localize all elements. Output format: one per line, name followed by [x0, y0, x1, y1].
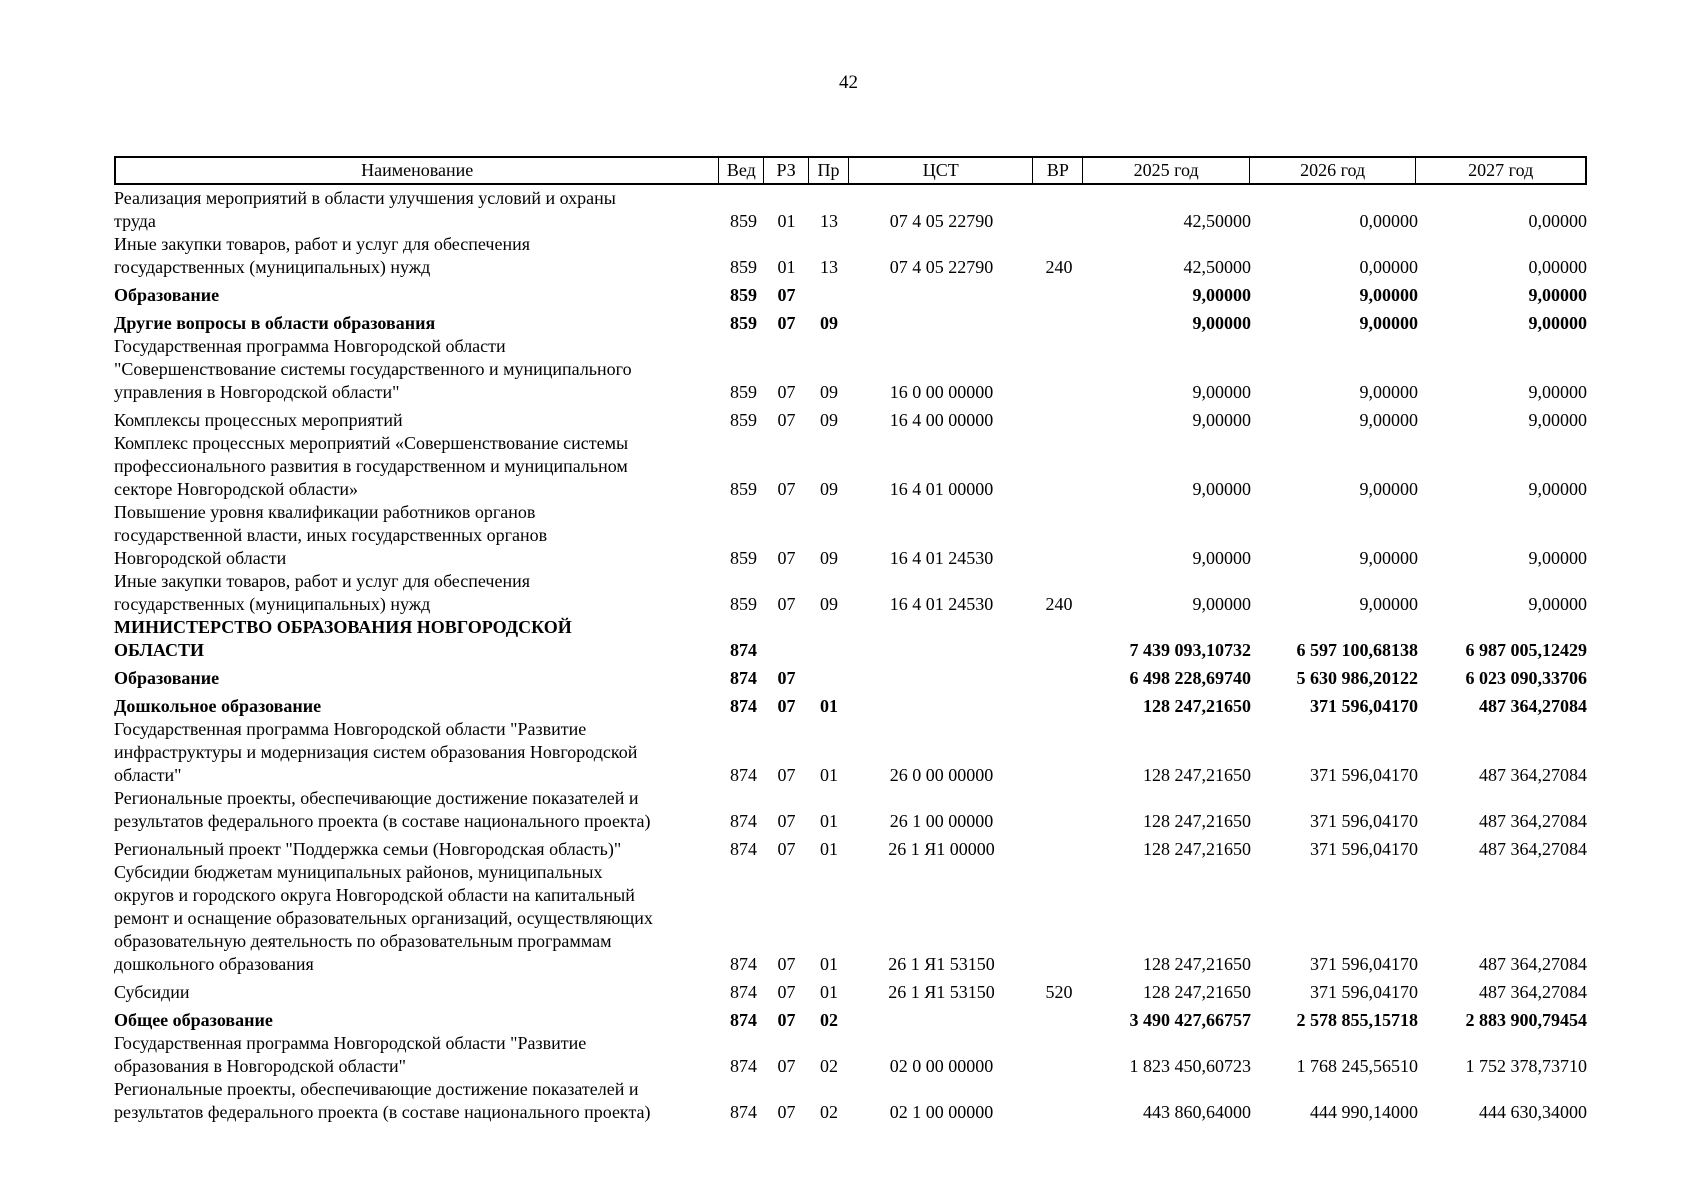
row-2027: 9,00000 [1528, 479, 1587, 499]
row-name [114, 981, 719, 1004]
row-2027: 9,00000 [1528, 594, 1587, 614]
row-rz: 07 [777, 1102, 796, 1122]
row-pr: 01 [820, 839, 838, 859]
row-name-line: инфраструктуры и модернизация систем образования Новгородской [114, 742, 638, 762]
header-name: Наименование [116, 158, 719, 183]
row-2027: 9,00000 [1528, 382, 1587, 402]
row-name [114, 667, 719, 690]
row-2026: 1 768 245,56510 [1296, 1056, 1418, 1076]
row-rz: 07 [777, 811, 796, 831]
row-2027: 6 987 005,12429 [1465, 640, 1587, 660]
row-rz: 07 [777, 696, 796, 716]
row-2026: 371 596,04170 [1310, 811, 1418, 831]
row-rz: 07 [777, 982, 796, 1002]
table-row [114, 838, 1587, 861]
row-name-line: Государственная программа Новгородской области [114, 336, 506, 356]
table-row [114, 284, 1587, 307]
table-row [114, 187, 1587, 233]
row-cst: 02 0 00 00000 [889, 1056, 994, 1076]
row-name [114, 187, 719, 233]
row-name [114, 570, 719, 616]
row-2026: 371 596,04170 [1310, 954, 1418, 974]
row-name-line: Дошкольное образование [114, 696, 322, 716]
header-rz: РЗ [764, 158, 809, 183]
table-row [114, 409, 1587, 432]
row-2026: 5 630 986,20122 [1296, 668, 1418, 688]
row-name-line: Региональные проекты, обеспечивающие достижение показателей и [114, 788, 639, 808]
row-name-line: Новгородской области [114, 548, 287, 568]
row-name-line: дошкольного образования [114, 954, 314, 974]
row-pr: 01 [820, 696, 838, 716]
row-2027: 487 364,27084 [1479, 696, 1587, 716]
row-2025: 7 439 093,10732 [1129, 640, 1251, 660]
row-name-line: Общее образование [114, 1010, 273, 1030]
row-2025: 9,00000 [1192, 479, 1251, 499]
row-pr: 01 [820, 954, 838, 974]
row-pr: 02 [820, 1010, 838, 1030]
row-pr: 02 [820, 1056, 838, 1076]
table-row [114, 787, 1587, 833]
row-ved: 874 [730, 1056, 757, 1076]
row-2026: 0,00000 [1359, 211, 1418, 231]
row-2025: 9,00000 [1192, 382, 1251, 402]
row-2025: 42,50000 [1183, 211, 1251, 231]
row-name [114, 861, 719, 976]
row-name-line: образования в Новгородской области" [114, 1056, 406, 1076]
row-ved: 859 [730, 313, 757, 333]
row-2026: 371 596,04170 [1310, 982, 1418, 1002]
row-name-line: Региональные проекты, обеспечивающие достижение показателей и [114, 1079, 639, 1099]
row-2025: 128 247,21650 [1143, 982, 1251, 1002]
row-ved: 874 [730, 765, 757, 785]
row-rz: 01 [777, 211, 796, 231]
row-2026: 371 596,04170 [1310, 696, 1418, 716]
row-name [114, 233, 719, 279]
row-ved: 874 [730, 640, 757, 660]
row-2026: 9,00000 [1359, 285, 1418, 305]
row-2027: 9,00000 [1528, 313, 1587, 333]
row-name-line: Образование [114, 668, 220, 688]
row-2027: 9,00000 [1528, 548, 1587, 568]
row-name-line: Другие вопросы в области образования [114, 313, 436, 333]
row-2027: 0,00000 [1528, 257, 1587, 277]
row-2025: 9,00000 [1192, 410, 1251, 430]
row-name [114, 284, 719, 307]
row-cst: 02 1 00 00000 [889, 1102, 994, 1122]
row-ved: 859 [730, 548, 757, 568]
row-2025: 128 247,21650 [1143, 765, 1251, 785]
row-name-line: образовательную деятельность по образовательным программам [114, 931, 612, 951]
row-name-line: Комплекс процессных мероприятий «Совершенствование системы [114, 433, 629, 453]
row-2026: 9,00000 [1359, 313, 1418, 333]
row-2026: 9,00000 [1359, 382, 1418, 402]
row-cst: 26 0 00 00000 [889, 765, 994, 785]
row-2027: 1 752 378,73710 [1465, 1056, 1587, 1076]
row-name-line: Государственная программа Новгородской области "Развитие [114, 1033, 587, 1053]
row-name-line: Государственная программа Новгородской области "Развитие [114, 719, 587, 739]
row-2026: 0,00000 [1359, 257, 1418, 277]
table-row [114, 335, 1587, 404]
page-number: 42 [839, 72, 858, 93]
table-row [114, 501, 1587, 570]
row-cst: 07 4 05 22790 [889, 257, 994, 277]
row-2027: 487 364,27084 [1479, 954, 1587, 974]
row-2027: 2 883 900,79454 [1465, 1010, 1587, 1030]
table-row [114, 1078, 1587, 1124]
row-2026: 2 578 855,15718 [1296, 1010, 1418, 1030]
row-name-line: Субсидии бюджетам муниципальных районов, муниципальных [114, 862, 603, 882]
row-name [114, 501, 719, 570]
table-row [114, 1032, 1587, 1078]
row-ved: 874 [730, 954, 757, 974]
row-name [114, 432, 719, 501]
header-2027: 2027 год [1468, 160, 1534, 180]
row-ved: 874 [730, 668, 757, 688]
row-vr: 520 [1045, 982, 1073, 1002]
row-name-line: МИНИСТЕРСТВО ОБРАЗОВАНИЯ НОВГОРОДСКОЙ [114, 617, 572, 637]
row-cst: 16 4 01 24530 [889, 548, 994, 568]
row-cst: 16 4 01 24530 [889, 594, 994, 614]
row-name [114, 1009, 719, 1032]
row-name [114, 312, 719, 335]
table-row [114, 981, 1587, 1004]
row-ved: 859 [730, 410, 757, 430]
row-2025: 443 860,64000 [1143, 1102, 1251, 1122]
row-name-line: результатов федерального проекта (в составе национального проекта) [114, 1102, 651, 1122]
row-cst: 16 4 01 00000 [889, 479, 994, 499]
row-rz: 07 [777, 313, 796, 333]
row-rz: 07 [777, 765, 796, 785]
row-name-line: профессионального развития в государственном и муниципальном [114, 456, 628, 476]
row-pr: 01 [820, 982, 838, 1002]
table-row [114, 432, 1587, 501]
row-name [114, 616, 719, 662]
row-2026: 371 596,04170 [1310, 765, 1418, 785]
row-pr: 13 [820, 257, 838, 277]
row-rz: 07 [777, 410, 796, 430]
row-ved: 859 [730, 285, 757, 305]
table-body [114, 187, 1587, 1124]
row-rz: 07 [777, 1056, 796, 1076]
row-ved: 874 [730, 1010, 757, 1030]
header-2025: 2025 год [1083, 158, 1250, 183]
row-rz: 01 [777, 257, 796, 277]
row-ved: 874 [730, 811, 757, 831]
row-name-line: Иные закупки товаров, работ и услуг для обеспечения [114, 571, 530, 591]
table-row [114, 570, 1587, 616]
row-2025: 128 247,21650 [1143, 839, 1251, 859]
row-2027: 9,00000 [1528, 410, 1587, 430]
row-pr: 09 [820, 382, 838, 402]
row-2025: 128 247,21650 [1143, 696, 1251, 716]
row-name-line: Иные закупки товаров, работ и услуг для обеспечения [114, 234, 530, 254]
row-pr: 09 [820, 594, 838, 614]
row-rz: 07 [777, 594, 796, 614]
row-name-line: секторе Новгородской области» [114, 479, 359, 499]
header-ved: Вед [719, 158, 764, 183]
row-name-line: труда [114, 211, 156, 231]
row-name [114, 695, 719, 718]
row-cst: 26 1 Я1 53150 [888, 954, 995, 974]
row-2027: 6 023 090,33706 [1465, 668, 1587, 688]
row-pr: 09 [820, 479, 838, 499]
row-ved: 859 [730, 479, 757, 499]
row-rz: 07 [777, 1010, 796, 1030]
row-name-line: "Совершенствование системы государственного и муниципального [114, 359, 632, 379]
row-name-line: Реализация мероприятий в области улучшения условий и охраны [114, 188, 616, 208]
row-2025: 3 490 427,66757 [1129, 1010, 1251, 1030]
table-row [114, 667, 1587, 690]
row-ved: 874 [730, 982, 757, 1002]
row-pr: 01 [820, 765, 838, 785]
row-rz: 07 [777, 548, 796, 568]
row-name [114, 409, 719, 432]
table-row [114, 695, 1587, 718]
row-pr: 09 [820, 548, 838, 568]
row-rz: 07 [777, 479, 796, 499]
row-cst: 16 4 00 00000 [889, 410, 994, 430]
table-row [114, 233, 1587, 279]
row-name-line: Повышение уровня квалификации работников органов [114, 502, 536, 522]
row-ved: 874 [730, 839, 757, 859]
table-row [114, 1009, 1587, 1032]
row-name-line: государственных (муниципальных) нужд [114, 594, 431, 614]
row-vr: 240 [1045, 257, 1073, 277]
row-pr: 09 [820, 410, 838, 430]
table-row [114, 616, 1587, 662]
row-rz: 07 [777, 285, 796, 305]
header-vr: ВР [1033, 158, 1083, 183]
row-ved: 859 [730, 257, 757, 277]
row-name-line: области" [114, 765, 182, 785]
row-2025: 42,50000 [1183, 257, 1251, 277]
row-2026: 9,00000 [1359, 594, 1418, 614]
row-2027: 0,00000 [1528, 211, 1587, 231]
row-pr: 09 [820, 313, 838, 333]
row-name-line: государственных (муниципальных) нужд [114, 257, 431, 277]
row-name [114, 1078, 719, 1124]
row-pr: 02 [820, 1102, 838, 1122]
row-2025: 128 247,21650 [1143, 954, 1251, 974]
row-2025: 9,00000 [1192, 285, 1251, 305]
row-rz: 07 [777, 839, 796, 859]
row-2027: 487 364,27084 [1479, 765, 1587, 785]
row-name-line: ремонт и оснащение образовательных организаций, осуществляющих [114, 908, 653, 928]
row-2025: 9,00000 [1192, 594, 1251, 614]
row-2027: 487 364,27084 [1479, 982, 1587, 1002]
row-2027: 487 364,27084 [1479, 839, 1587, 859]
row-cst: 26 1 Я1 53150 [888, 982, 995, 1002]
row-name [114, 718, 719, 787]
table-header [114, 156, 1587, 185]
row-2025: 6 498 228,69740 [1129, 668, 1251, 688]
row-cst: 26 1 00 00000 [889, 811, 994, 831]
row-rz: 07 [777, 382, 796, 402]
row-ved: 859 [730, 382, 757, 402]
row-2026: 6 597 100,68138 [1296, 640, 1418, 660]
row-cst: 07 4 05 22790 [889, 211, 994, 231]
row-ved: 874 [730, 696, 757, 716]
row-ved: 859 [730, 211, 757, 231]
table-row [114, 718, 1587, 787]
row-2026: 9,00000 [1359, 410, 1418, 430]
row-2026: 444 990,14000 [1310, 1102, 1418, 1122]
row-name [114, 838, 719, 861]
row-name-line: Субсидии [114, 982, 190, 1002]
row-2027: 9,00000 [1528, 285, 1587, 305]
row-2027: 444 630,34000 [1479, 1102, 1587, 1122]
row-name-line: Образование [114, 285, 220, 305]
row-name [114, 787, 719, 833]
row-pr: 13 [820, 211, 838, 231]
row-vr: 240 [1045, 594, 1073, 614]
row-rz: 07 [777, 954, 796, 974]
row-2025: 128 247,21650 [1143, 811, 1251, 831]
row-name-line: управления в Новгородской области" [114, 382, 400, 402]
row-name-line: Региональный проект "Поддержка семьи (Новгородская область)" [114, 839, 622, 859]
row-ved: 859 [730, 594, 757, 614]
table-row [114, 312, 1587, 335]
header-cst: ЦСТ [849, 158, 1034, 183]
row-name-line: результатов федерального проекта (в составе национального проекта) [114, 811, 651, 831]
row-2026: 9,00000 [1359, 479, 1418, 499]
row-2027: 487 364,27084 [1479, 811, 1587, 831]
row-2025: 1 823 450,60723 [1129, 1056, 1251, 1076]
row-2026: 371 596,04170 [1310, 839, 1418, 859]
row-name-line: округов и городского округа Новгородской области на капитальный [114, 885, 635, 905]
row-pr: 01 [820, 811, 838, 831]
row-name-line: ОБЛАСТИ [114, 640, 204, 660]
row-cst: 16 0 00 00000 [889, 382, 994, 402]
row-name-line: государственной власти, иных государственных органов [114, 525, 548, 545]
header-pr: Пр [809, 158, 849, 183]
row-name [114, 335, 719, 404]
row-rz: 07 [777, 668, 796, 688]
table-row [114, 861, 1587, 976]
row-2025: 9,00000 [1192, 313, 1251, 333]
row-name-line: Комплексы процессных мероприятий [114, 410, 403, 430]
row-cst: 26 1 Я1 00000 [888, 839, 995, 859]
row-2026: 9,00000 [1359, 548, 1418, 568]
row-2025: 9,00000 [1192, 548, 1251, 568]
row-name [114, 1032, 719, 1078]
row-ved: 874 [730, 1102, 757, 1122]
header-2026: 2026 год [1250, 158, 1417, 183]
